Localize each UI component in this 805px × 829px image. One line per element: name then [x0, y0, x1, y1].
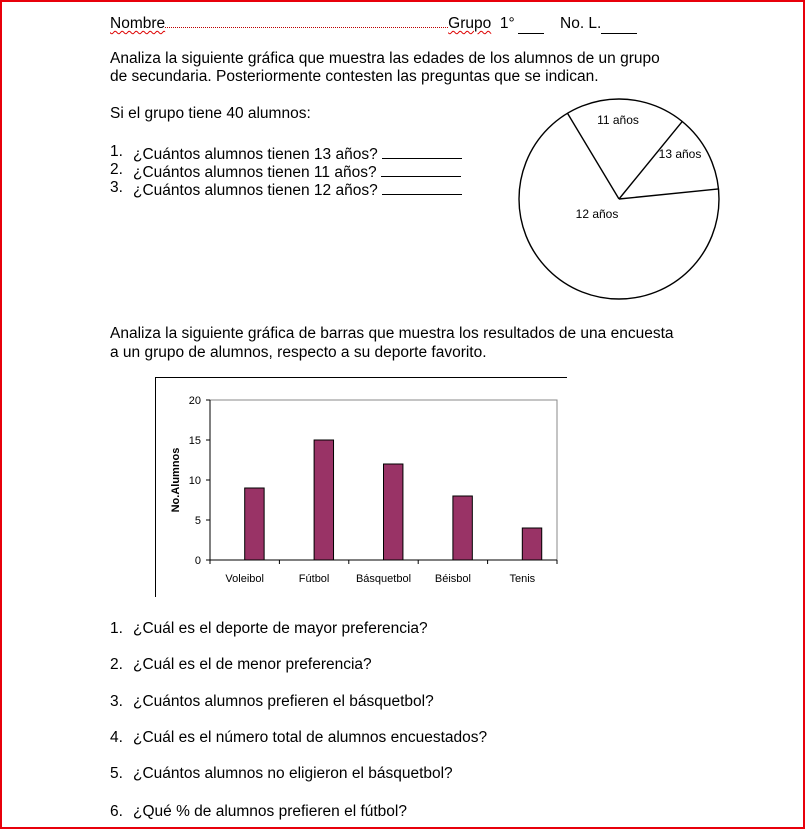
question-text: ¿Cuántos alumnos prefieren el básquetbol?: [133, 693, 434, 710]
intro1-line1: Analiza la siguiente gráfica que muestra las edades de los alumnos de un grupo: [110, 50, 660, 67]
y-tick-label: 5: [194, 515, 201, 527]
question-text: ¿Cuántos alumnos no eligieron el básquetbol?: [133, 765, 453, 782]
condition-text: Si el grupo tiene 40 alumnos:: [110, 105, 311, 122]
bar: [314, 440, 333, 560]
bar: [384, 464, 403, 560]
y-tick-label: 20: [188, 395, 201, 407]
intro1-line2: de secundaria. Posteriormente contesten las preguntas que se indican.: [110, 68, 599, 85]
bar: [522, 528, 541, 560]
intro2-line2: a un grupo de alumnos, respecto a su deporte favorito.: [110, 344, 487, 361]
x-tick-label: Béisbol: [434, 573, 471, 585]
x-tick-label: Fútbol: [298, 573, 330, 585]
question-text: ¿Cuántos alumnos tienen 11 años?: [133, 161, 461, 182]
pie-slice-label: 12 años: [575, 207, 619, 221]
bar: [245, 488, 264, 560]
question-number: 1.: [110, 620, 123, 637]
question-number: 6.: [110, 803, 123, 820]
question-text: ¿Qué % de alumnos prefieren el fútbol?: [133, 803, 407, 820]
bar: [453, 496, 472, 560]
question-number: 4.: [110, 729, 123, 746]
question-number: 1.: [110, 143, 123, 160]
question-number: 5.: [110, 765, 123, 782]
question-text: ¿Cuál es el deporte de mayor preferencia?: [133, 620, 428, 637]
question-number: 2.: [110, 656, 123, 673]
x-tick-label: Básquetbol: [355, 573, 412, 585]
pie-slice-label: 11 años: [597, 113, 639, 127]
group-label: Grupo: [448, 15, 492, 32]
y-tick-label: 0: [194, 555, 201, 567]
pie-slice-label: 13 años: [658, 147, 702, 161]
y-tick-label: 15: [188, 435, 201, 447]
question-text: ¿Cuál es el número total de alumnos encuestados?: [133, 729, 488, 746]
question-text: ¿Cuál es el de menor preferencia?: [133, 656, 372, 673]
intro2-line1: Analiza la siguiente gráfica de barras que muestra los resultados de una encuesta: [110, 325, 674, 342]
question-number: 3.: [110, 179, 123, 196]
question-text: ¿Cuántos alumnos tienen 13 años?: [133, 143, 462, 164]
name-label: Nombre: [110, 15, 166, 32]
list-label: No. L.: [560, 15, 602, 32]
y-axis-label: No.Alumnos: [170, 447, 182, 513]
question-number: 2.: [110, 161, 123, 178]
group-value: 1°: [499, 15, 515, 32]
x-tick-label: Tenis: [509, 573, 536, 585]
y-tick-label: 10: [188, 475, 201, 487]
question-number: 3.: [110, 693, 123, 710]
question-text: ¿Cuántos alumnos tienen 12 años?: [133, 179, 462, 200]
x-tick-label: Voleibol: [225, 573, 264, 585]
